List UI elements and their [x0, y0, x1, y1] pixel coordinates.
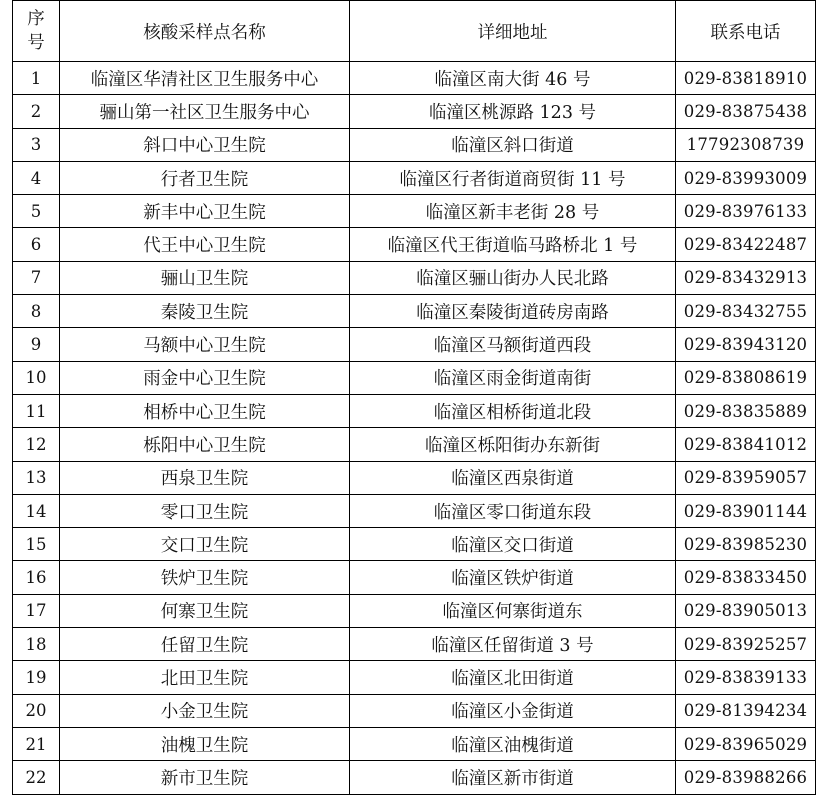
table-row	[13, 261, 816, 294]
row-phone: 029-83432913	[676, 261, 816, 294]
row-address: 临潼区新丰老街 28 号	[350, 195, 676, 228]
row-site-name: 何寨卫生院	[60, 594, 350, 627]
table-row	[13, 161, 816, 194]
row-address: 临潼区北田街道	[350, 661, 676, 694]
row-phone: 029-83985230	[676, 528, 816, 561]
table-row	[13, 394, 816, 427]
row-address: 临潼区铁炉街道	[350, 561, 676, 594]
row-phone: 029-83976133	[676, 195, 816, 228]
row-address: 临潼区何寨街道东	[350, 594, 676, 627]
row-serial-number: 8	[13, 295, 60, 328]
row-serial-number: 21	[13, 727, 60, 760]
row-site-name: 相桥中心卫生院	[60, 394, 350, 427]
row-serial-number: 15	[13, 528, 60, 561]
table-header-row	[13, 1, 816, 62]
row-site-name: 任留卫生院	[60, 628, 350, 661]
row-serial-number: 3	[13, 128, 60, 161]
row-phone: 029-83988266	[676, 761, 816, 794]
row-address: 临潼区相桥街道北段	[350, 394, 676, 427]
row-serial-number: 10	[13, 361, 60, 394]
row-phone: 029-83808619	[676, 361, 816, 394]
row-address: 临潼区油槐街道	[350, 727, 676, 760]
header-phone: 联系电话	[676, 1, 816, 62]
row-address: 临潼区新市街道	[350, 761, 676, 794]
row-phone: 029-83432755	[676, 295, 816, 328]
row-address: 临潼区任留街道 3 号	[350, 628, 676, 661]
table-row	[13, 295, 816, 328]
row-serial-number: 12	[13, 428, 60, 461]
header-serial-number-line1: 序	[27, 9, 45, 29]
table-row	[13, 95, 816, 128]
row-phone: 029-83818910	[676, 62, 816, 95]
table-row	[13, 494, 816, 527]
header-serial-number-line2: 号	[27, 33, 45, 53]
table-row	[13, 128, 816, 161]
row-serial-number: 14	[13, 494, 60, 527]
row-serial-number: 19	[13, 661, 60, 694]
row-site-name: 西泉卫生院	[60, 461, 350, 494]
row-phone: 029-83833450	[676, 561, 816, 594]
row-address: 临潼区西泉街道	[350, 461, 676, 494]
row-phone: 029-83841012	[676, 428, 816, 461]
row-address: 临潼区小金街道	[350, 694, 676, 727]
row-phone: 029-83925257	[676, 628, 816, 661]
table-row	[13, 361, 816, 394]
row-phone: 029-83905013	[676, 594, 816, 627]
table-row	[13, 761, 816, 794]
row-serial-number: 6	[13, 228, 60, 261]
row-site-name: 骊山卫生院	[60, 261, 350, 294]
header-address: 详细地址	[350, 1, 676, 62]
row-site-name: 新市卫生院	[60, 761, 350, 794]
row-serial-number: 18	[13, 628, 60, 661]
row-address: 临潼区秦陵街道砖房南路	[350, 295, 676, 328]
table-row	[13, 661, 816, 694]
row-site-name: 交口卫生院	[60, 528, 350, 561]
table-row	[13, 428, 816, 461]
row-site-name: 代王中心卫生院	[60, 228, 350, 261]
row-serial-number: 16	[13, 561, 60, 594]
row-site-name: 马额中心卫生院	[60, 328, 350, 361]
sampling-sites-table	[12, 0, 816, 795]
row-address: 临潼区桃源路 123 号	[350, 95, 676, 128]
row-phone: 029-83835889	[676, 394, 816, 427]
table-row	[13, 727, 816, 760]
table-row	[13, 528, 816, 561]
row-phone: 029-83901144	[676, 494, 816, 527]
row-serial-number: 20	[13, 694, 60, 727]
row-site-name: 栎阳中心卫生院	[60, 428, 350, 461]
table-row	[13, 561, 816, 594]
table-row	[13, 694, 816, 727]
row-serial-number: 1	[13, 62, 60, 95]
row-serial-number: 4	[13, 161, 60, 194]
row-site-name: 新丰中心卫生院	[60, 195, 350, 228]
row-serial-number: 9	[13, 328, 60, 361]
row-phone: 029-83875438	[676, 95, 816, 128]
row-address: 临潼区骊山街办人民北路	[350, 261, 676, 294]
table-row	[13, 461, 816, 494]
row-phone: 029-83959057	[676, 461, 816, 494]
row-site-name: 雨金中心卫生院	[60, 361, 350, 394]
row-serial-number: 11	[13, 394, 60, 427]
row-phone: 17792308739	[676, 128, 816, 161]
row-site-name: 秦陵卫生院	[60, 295, 350, 328]
row-site-name: 临潼区华清社区卫生服务中心	[60, 62, 350, 95]
row-serial-number: 2	[13, 95, 60, 128]
header-serial-number	[13, 1, 60, 62]
table-row	[13, 195, 816, 228]
table-row	[13, 228, 816, 261]
row-address: 临潼区行者街道商贸街 11 号	[350, 161, 676, 194]
row-phone: 029-83993009	[676, 161, 816, 194]
row-address: 临潼区栎阳街办东新街	[350, 428, 676, 461]
row-phone: 029-81394234	[676, 694, 816, 727]
row-phone: 029-83943120	[676, 328, 816, 361]
table-row	[13, 628, 816, 661]
row-address: 临潼区雨金街道南街	[350, 361, 676, 394]
row-serial-number: 17	[13, 594, 60, 627]
row-serial-number: 5	[13, 195, 60, 228]
row-site-name: 斜口中心卫生院	[60, 128, 350, 161]
row-phone: 029-83839133	[676, 661, 816, 694]
row-address: 临潼区南大街 46 号	[350, 62, 676, 95]
row-serial-number: 22	[13, 761, 60, 794]
row-address: 临潼区斜口街道	[350, 128, 676, 161]
row-phone: 029-83422487	[676, 228, 816, 261]
table-row	[13, 328, 816, 361]
row-address: 临潼区零口街道东段	[350, 494, 676, 527]
row-site-name: 小金卫生院	[60, 694, 350, 727]
row-serial-number: 13	[13, 461, 60, 494]
row-site-name: 油槐卫生院	[60, 727, 350, 760]
table-row	[13, 62, 816, 95]
row-phone: 029-83965029	[676, 727, 816, 760]
table-row	[13, 594, 816, 627]
row-site-name: 行者卫生院	[60, 161, 350, 194]
row-site-name: 零口卫生院	[60, 494, 350, 527]
row-address: 临潼区马额街道西段	[350, 328, 676, 361]
row-serial-number: 7	[13, 261, 60, 294]
row-site-name: 北田卫生院	[60, 661, 350, 694]
sampling-sites-table-container	[12, 0, 816, 795]
row-site-name: 铁炉卫生院	[60, 561, 350, 594]
header-site-name: 核酸采样点名称	[60, 1, 350, 62]
row-site-name: 骊山第一社区卫生服务中心	[60, 95, 350, 128]
row-address: 临潼区交口街道	[350, 528, 676, 561]
row-address: 临潼区代王街道临马路桥北 1 号	[350, 228, 676, 261]
